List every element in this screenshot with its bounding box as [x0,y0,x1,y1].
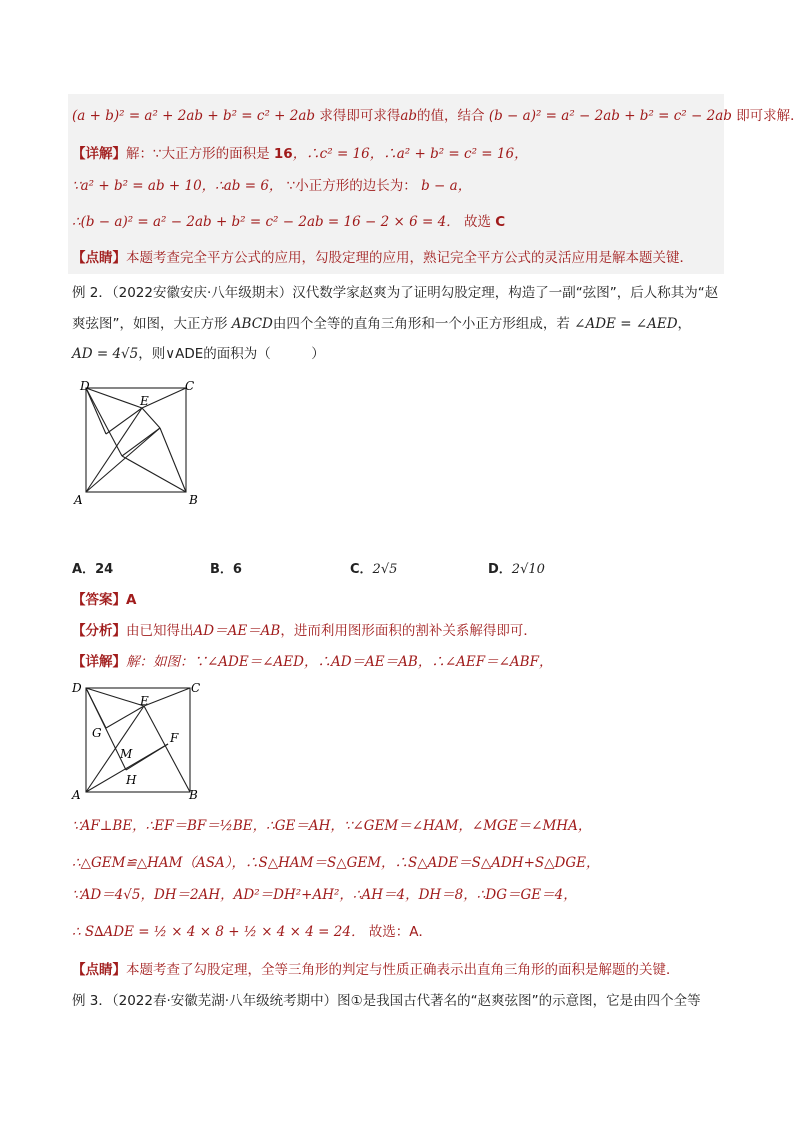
proof-step-1: ∵AF⊥BE，∴EF＝BF＝½BE，∴GE＝AH，∵∠GEM＝∠HAM，∠MGE＝∠MHA， [72,818,592,834]
solution-line-4: ∴(b − a)² = a² − 2ab + b² = c² − 2ab = 16 − 2 × 6 = 4． 故选 C [72,214,506,230]
proof-step-2: ∴△GEM≌△HAM（ASA），∴S△HAM＝S△GEM，∴S△ADE＝S△ADH+S△DGE， [72,855,600,871]
option-d[interactable]: D．2√10 [488,562,545,577]
fig2-label-B: B [189,788,198,802]
zhao-shuang-figure-1 [70,378,210,508]
solution-line-3: ∵a² + b² = ab + 10，∴ab = 6， ∵小正方形的边长为： b − a， [72,178,472,194]
detail-tag-2: 【详解】 [72,654,126,670]
fig2-label-C: C [191,681,201,695]
detail-tag: 【详解】 [72,146,126,162]
option-b[interactable]: B．6 [210,562,242,577]
fig1-label-C: C [185,379,195,393]
fig2-label-F: F [170,731,179,745]
review-line-1: 【点睛】本题考查完全平方公式的应用，勾股定理的应用，熟记完全平方公式的灵活应用是解本题关键． [72,250,693,266]
fig1-label-A: A [74,493,83,507]
example-3-heading: 例 3．（2022春·安徽芜湖·八年级统考期中）图①是我国古代著名的“赵爽弦图”的示意图，它是由四个全等 [72,993,701,1009]
analysis-line: 【分析】由已知得出AD＝AE＝AB，进而利用图形面积的割补关系解得即可． [72,623,537,639]
example-2-heading-line-3: AD = 4√5，则∨ADE的面积为（ ） [72,346,325,362]
formula-sum-square: (a + b)² = a² + 2ab + b² = c² + 2ab [72,108,316,124]
fig2-label-M: M [120,747,133,761]
solution-line-1: (a + b)² = a² + 2ab + b² = c² + 2ab 求得即可求得ab的值，结合 (b − a)² = a² − 2ab + b² = c² − 2ab 即可求解． [72,108,804,124]
fig1-label-D: D [80,379,90,393]
answer-line: 【答案】A [72,592,137,608]
option-c[interactable]: C．2√5 [350,562,398,577]
review-tag-2: 【点睛】 [72,962,126,978]
fig2-label-E: E [140,694,149,708]
fig2-label-G: G [92,726,102,740]
analysis-tag: 【分析】 [72,623,126,639]
fig2-label-H: H [126,773,137,787]
fig1-label-E: E [140,394,149,408]
review-line-2: 【点睛】本题考查了勾股定理，全等三角形的判定与性质正确表示出直角三角形的面积是解题的关键． [72,962,680,978]
proof-step-3: ∵AD＝4√5，DH＝2AH，AD²＝DH²+AH²，∴AH＝4，DH＝8，∴DG＝GE＝4， [72,887,577,903]
zhao-shuang-figure-2 [70,678,210,802]
formula-diff-square: (b − a)² = a² − 2ab + b² = c² − 2ab [488,108,732,124]
solution-line-2: 【详解】解：∵大正方形的面积是 16，∴c² = 16，∴a² + b² = c² = 16， [72,146,528,162]
example-2-heading-line-1: 例 2．（2022安徽安庆·八年级期末）汉代数学家赵爽为了证明勾股定理，构造了一副“弦图”，后人称其为“赵 [72,285,719,301]
answer-tag: 【答案】 [72,592,126,608]
review-tag: 【点睛】 [72,250,126,266]
fig2-label-A: A [72,788,81,802]
fig1-label-B: B [189,493,198,507]
detail-line: 【详解】解：如图：∵∠ADE＝∠AED，∴AD＝AE＝AB，∴∠AEF＝∠ABF， [72,654,553,670]
option-a[interactable]: A．24 [72,562,114,577]
fig2-label-D: D [72,681,82,695]
proof-step-4: ∴ S∆ADE = ½ × 4 × 8 + ½ × 4 × 4 = 24． 故选：A． [72,924,432,940]
example-2-heading-line-2: 爽弦图”，如图，大正方形 ABCD由四个全等的直角三角形和一个小正方形组成，若 ∠ADE = ∠AED， [72,316,692,332]
